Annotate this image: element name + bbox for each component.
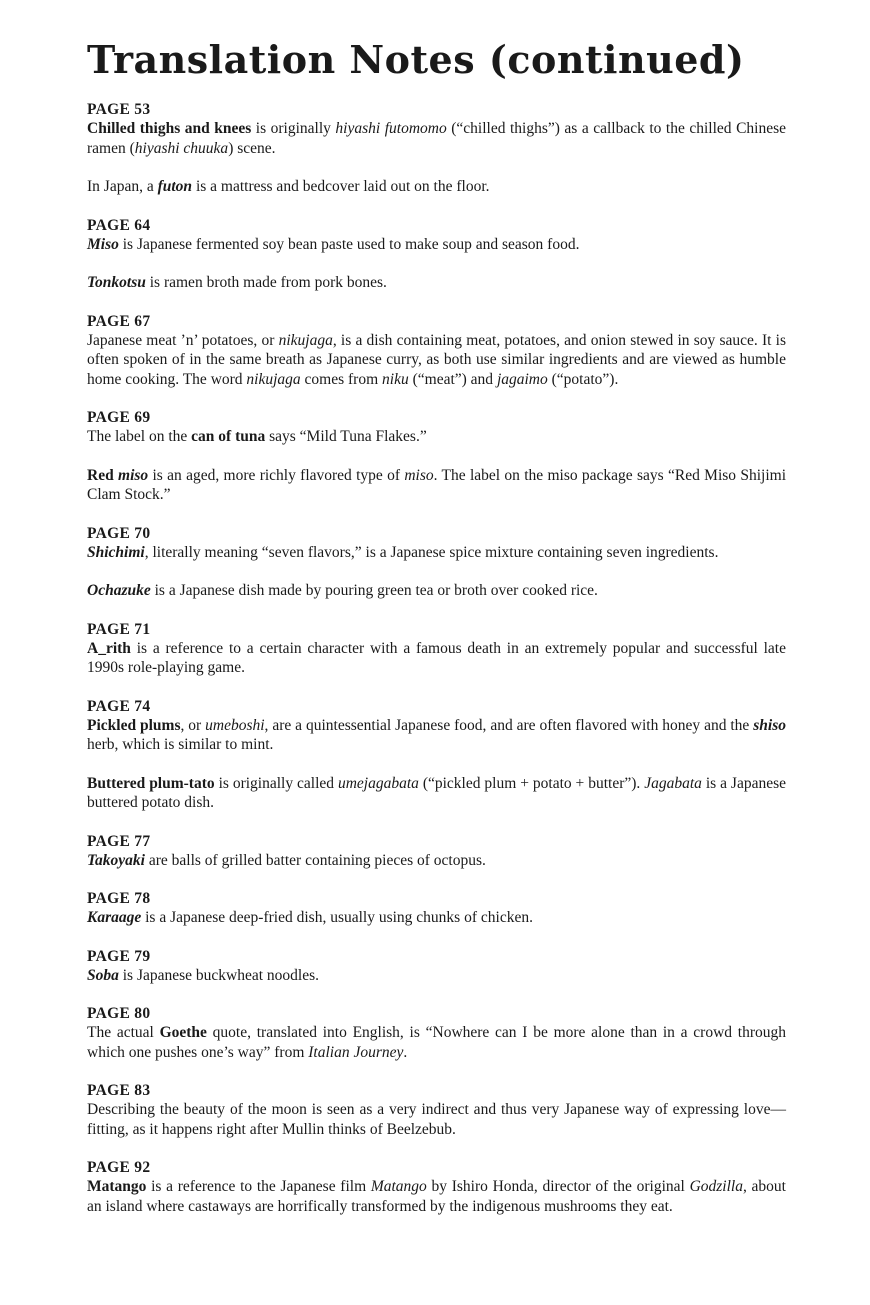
- notes-list: [87, 100, 786, 1216]
- note-section: [87, 832, 786, 871]
- page-number-heading: PAGE 67: [87, 312, 151, 330]
- emphasized-term: hiyashi futomomo: [335, 120, 447, 137]
- text-run: , or: [180, 716, 206, 734]
- emphasized-term: hiyashi chuuka: [134, 139, 229, 157]
- emphasized-term: Soba: [87, 966, 119, 984]
- emphasized-term: Ochazuke: [87, 582, 151, 599]
- emphasized-term: futon: [157, 178, 193, 195]
- emphasized-term: Shichimi: [87, 543, 145, 561]
- page-number-heading: PAGE 64: [87, 216, 151, 234]
- note-paragraph: [87, 273, 786, 293]
- text-run: Japanese meat ’n’ potatoes, or: [87, 331, 279, 349]
- text-run: is Japanese fermented soy bean paste used to make soup and season food.: [118, 235, 580, 253]
- text-run: , literally meaning “seven flavors,” is a Japanese spice mixture containing seven ingredients.: [144, 543, 719, 561]
- emphasized-term: jagaimo: [496, 370, 548, 388]
- page-number-heading: PAGE 74: [87, 697, 151, 715]
- note-section: [87, 697, 786, 813]
- emphasized-term: Chilled thighs and knees: [87, 120, 252, 137]
- text-run: (“potato”).: [547, 370, 619, 388]
- note-paragraph: [87, 177, 786, 197]
- note-paragraph: [87, 716, 786, 755]
- emphasized-term: shiso: [753, 716, 786, 734]
- emphasized-term: nikujaga: [246, 370, 301, 388]
- emphasized-term: Matango: [370, 1178, 427, 1195]
- text-run: .: [403, 1043, 408, 1061]
- note-section: [87, 408, 786, 505]
- text-run: is Japanese buckwheat noodles.: [118, 966, 320, 984]
- emphasized-term: nikujaga: [278, 331, 333, 349]
- text-run: says “Mild Tuna Flakes.”: [265, 428, 427, 445]
- text-run: is originally called: [214, 774, 338, 792]
- text-run: is a Japanese dish made by pouring green tea or broth over cooked rice.: [150, 582, 598, 599]
- text-run: comes from: [300, 370, 383, 388]
- text-run: In Japan, a: [87, 178, 158, 195]
- text-run: herb, which is similar to mint.: [87, 736, 274, 753]
- note-paragraph: [87, 466, 786, 505]
- note-paragraph: [87, 1177, 786, 1216]
- emphasized-term: umejagabata: [337, 774, 419, 792]
- note-paragraph: [87, 966, 786, 986]
- note-paragraph: [87, 543, 786, 563]
- emphasized-term: Karaage: [87, 909, 142, 926]
- text-run: is ramen broth made from pork bones.: [145, 274, 387, 291]
- note-section: [87, 312, 786, 390]
- note-paragraph: [87, 908, 786, 928]
- note-paragraph: [87, 851, 786, 871]
- page-number-heading: PAGE 77: [87, 832, 151, 850]
- note-section: [87, 947, 786, 986]
- text-run: , about an island where castaways are horrifically transformed by the indigenous mushrooms they eat.: [87, 1178, 786, 1215]
- text-run: The label on the: [87, 428, 192, 445]
- note-paragraph: [87, 639, 786, 678]
- emphasized-term: Tonkotsu: [87, 274, 146, 291]
- note-section: [87, 1081, 786, 1139]
- note-paragraph: [87, 1100, 786, 1139]
- note-section: [87, 620, 786, 678]
- emphasized-term: Miso: [87, 235, 119, 253]
- emphasized-term: Italian Journey: [308, 1043, 404, 1061]
- emphasized-term: Matango: [87, 1178, 147, 1195]
- page-number-heading: PAGE 78: [87, 890, 151, 907]
- emphasized-term: Goethe: [159, 1024, 207, 1041]
- emphasized-term: niku: [382, 370, 409, 388]
- text-run: is a mattress and bedcover laid out on the floor.: [192, 178, 490, 195]
- note-paragraph: [87, 331, 786, 390]
- text-run: (“pickled plum + potato + butter”).: [418, 774, 645, 792]
- page-number-heading: PAGE 80: [87, 1005, 151, 1022]
- text-run: by Ishiro Honda, director of the original: [426, 1178, 690, 1195]
- note-paragraph: [87, 581, 786, 601]
- text-run: The actual: [87, 1024, 160, 1041]
- text-run: is originally: [251, 120, 336, 137]
- emphasized-term: miso: [118, 466, 149, 484]
- note-section: [87, 1004, 786, 1062]
- text-run: quote, translated into English, is “Nowhere can I be more alone than in a crowd through which one pushes one’s way” from: [87, 1024, 786, 1061]
- text-run: (“meat”) and: [408, 370, 497, 388]
- emphasized-term: umeboshi: [205, 716, 265, 734]
- text-run: is a reference to the Japanese film: [146, 1178, 371, 1195]
- note-paragraph: [87, 235, 786, 255]
- emphasized-term: Jagabata: [644, 774, 702, 792]
- page-number-heading: PAGE 69: [87, 409, 151, 426]
- page-number-heading: PAGE 70: [87, 524, 151, 542]
- emphasized-term: Pickled plums: [87, 716, 181, 734]
- text-run: are balls of grilled batter containing pieces of octopus.: [144, 851, 486, 869]
- note-paragraph: [87, 1023, 786, 1062]
- emphasized-term: Buttered plum-tato: [87, 774, 215, 792]
- note-paragraph: [87, 427, 786, 447]
- text-run: Describing the beauty of the moon is seen as a very indirect and thus very Japanese way of expressing love—fitting, as it happens right after Mullin thinks of Beelzebub.: [87, 1101, 786, 1138]
- text-run: is a reference to a certain character with a famous death in an extremely popular and successful late 1990s role-playing game.: [87, 639, 786, 676]
- text-run: is a Japanese buttered potato dish.: [87, 774, 786, 811]
- note-section: [87, 889, 786, 928]
- note-section: [87, 1158, 786, 1216]
- page-number-heading: PAGE 83: [87, 1082, 151, 1099]
- note-section: [87, 524, 786, 601]
- emphasized-term: Takoyaki: [87, 851, 145, 869]
- text-run: is a Japanese deep-fried dish, usually using chunks of chicken.: [141, 909, 533, 926]
- page-title: Translation Notes (continued): [87, 37, 745, 82]
- emphasized-term: A_rith: [87, 639, 131, 657]
- emphasized-term: can of tuna: [191, 428, 266, 445]
- text-run: , are a quintessential Japanese food, and are often flavored with honey and the: [264, 716, 754, 734]
- note-paragraph: [87, 119, 786, 158]
- text-run: is an aged, more richly flavored type of: [148, 466, 405, 484]
- note-section: [87, 216, 786, 293]
- text-run: . The label on the miso package says “Red Miso Shijimi Clam Stock.”: [87, 466, 787, 503]
- text-run: (“chilled thighs”) as a callback to the chilled Chinese ramen (: [87, 120, 787, 157]
- note-section: [87, 100, 786, 197]
- emphasized-term: miso: [404, 466, 434, 484]
- emphasized-term: Red: [87, 466, 119, 484]
- page-number-heading: PAGE 71: [87, 620, 151, 638]
- note-paragraph: [87, 774, 786, 813]
- page-number-heading: PAGE 53: [87, 101, 151, 118]
- text-run: ) scene.: [228, 139, 276, 157]
- page-number-heading: PAGE 79: [87, 947, 151, 965]
- text-run: , is a dish containing meat, potatoes, and onion stewed in soy sauce. It is often spoken of in the same breath as Japanese curry, as both use similar ingredients and are viewed as humble home cooking. The word: [87, 331, 786, 388]
- emphasized-term: Godzilla: [689, 1178, 743, 1195]
- page-number-heading: PAGE 92: [87, 1159, 151, 1176]
